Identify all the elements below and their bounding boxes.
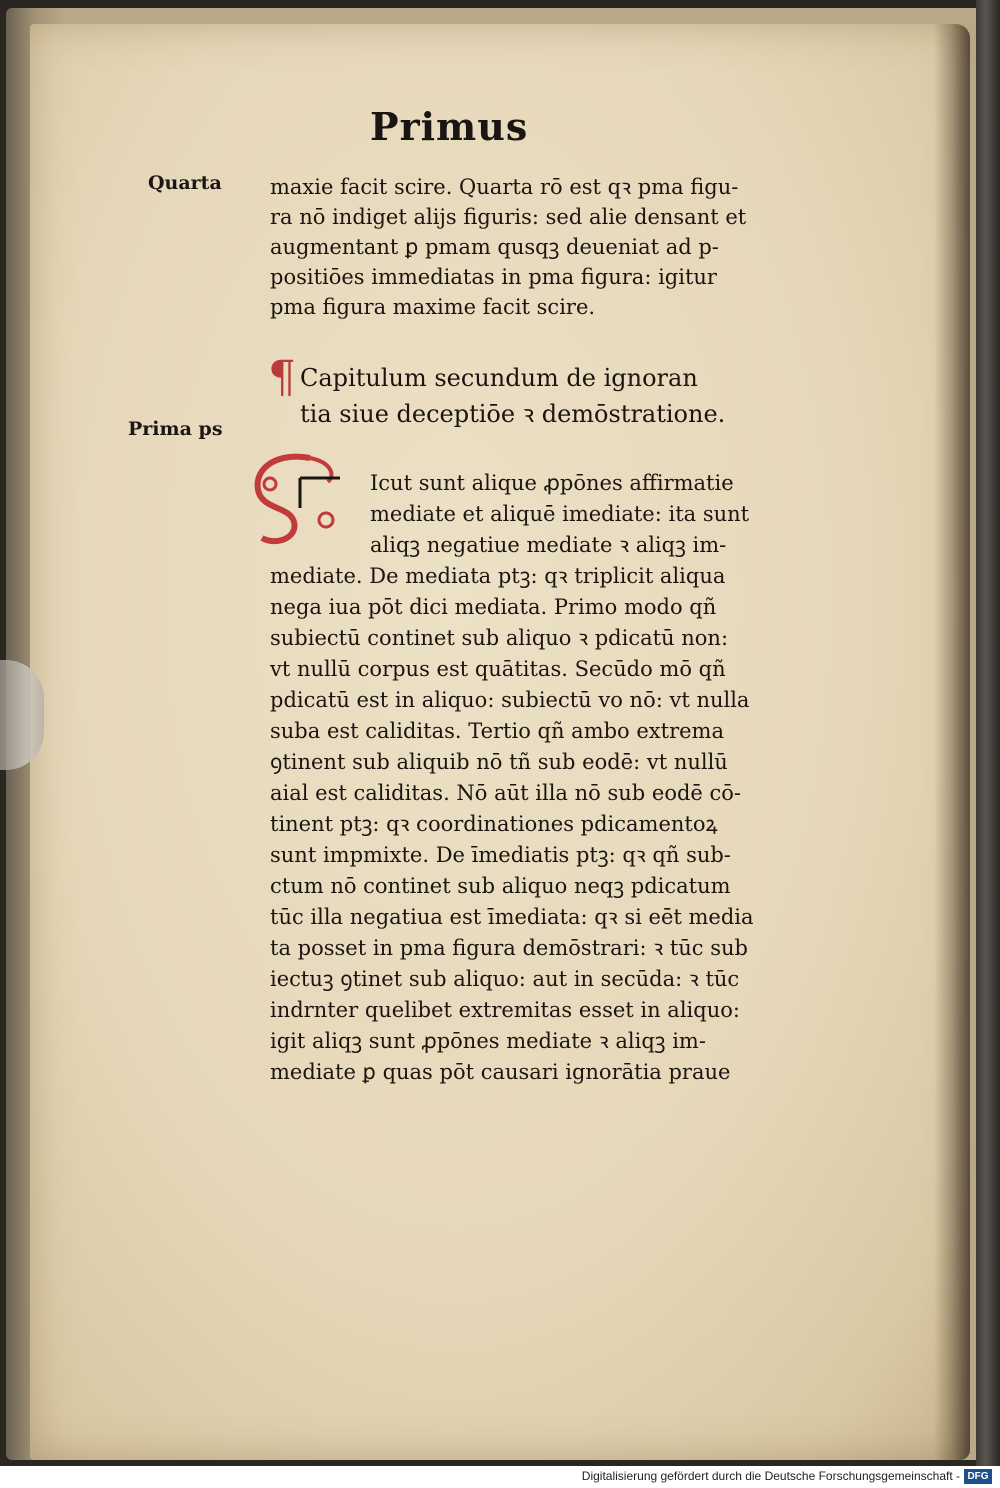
heading-line: Capitulum secundum de ignoran (300, 364, 698, 392)
text-line: mediate. De mediata ptꝫ: qꝛ triplicit aliqua (270, 564, 726, 588)
footer-bar (0, 1466, 1000, 1488)
text-line: sunt impmixte. De īmediatis ptꝫ: qꝛ qñ sub- (270, 843, 731, 867)
binding-edge (976, 0, 1000, 1466)
text-line: suba est caliditas. Tertio qñ ambo extrema (270, 719, 724, 743)
text-line: mediate et aliquē imediate: ita sunt (370, 502, 750, 526)
text-line: positiōes immediatas in pma figura: igitur (270, 265, 717, 289)
text-line: ta posset in pma figura demōstrari: ꝛ tūc sub (270, 936, 748, 960)
text-line: vt nullū corpus est quātitas. Secūdo mō qñ (270, 657, 726, 681)
text-line: iectuꝫ ꝯtinet sub aliquo: aut in secūda: ꝛ tūc (270, 967, 740, 991)
text-line: augmentant ꝑ pmam qusqꝫ deueniat ad p- (270, 235, 719, 259)
rubricated-pilcrow: ¶ (268, 352, 296, 403)
text-line: pdicatū est in aliquo: subiectū vo nō: vt nulla (270, 688, 750, 712)
text-line: mediate ꝑ quas pōt causari ignorātia praue (270, 1060, 731, 1084)
page-gutter-shadow (934, 24, 970, 1460)
paragraph-1 (270, 172, 850, 322)
text-line: aliqꝫ negatiue mediate ꝛ aliqꝫ im- (370, 533, 727, 557)
running-head: Primus (370, 104, 529, 149)
paragraph-2 (270, 468, 850, 1088)
text-line: subiectū continet sub aliquo ꝛ pdicatū non: (270, 626, 729, 650)
marginal-note-prima: Prima ps (128, 418, 223, 440)
text-line: pma figura maxime facit scire. (270, 295, 596, 319)
text-line: tinent ptꝫ: qꝛ coordinationes pdicamentoꝝ (270, 812, 718, 836)
text-line: nega iua pōt dici mediata. Primo modo qñ (270, 595, 717, 619)
funding-credit: Digitalisierung gefördert durch die Deutsche Forschungsgemeinschaft - (581, 1469, 960, 1483)
text-line: tūc illa negatiua est īmediata: qꝛ si eēt media (270, 905, 754, 929)
text-line: Icut sunt alique ꝓpōnes affirmatie (370, 471, 734, 495)
text-line: igit aliqꝫ sunt ꝓpōnes mediate ꝛ aliqꝫ im- (270, 1029, 706, 1053)
chapter-heading (300, 360, 820, 432)
dfg-logo[interactable]: DFG (964, 1469, 992, 1484)
text-line: indrnter quelibet extremitas esset in aliquo: (270, 998, 740, 1022)
text-line: ꝯtinent sub aliquib nō tñ sub eodē: vt nullū (270, 750, 728, 774)
marginal-note-quarta: Quarta (148, 172, 222, 194)
text-line: maxie facit scire. Quarta rō est qꝛ pma figu- (270, 175, 739, 199)
heading-line: tia siue deceptiōe ꝛ demōstratione. (300, 400, 726, 428)
text-line: aial est caliditas. Nō aūt illa nō sub eodē cō- (270, 781, 742, 805)
text-line: ctum nō continet sub aliquo neqꝫ pdicatum (270, 874, 731, 898)
text-line: ra nō indiget alijs figuris: sed alie densant et (270, 205, 747, 229)
